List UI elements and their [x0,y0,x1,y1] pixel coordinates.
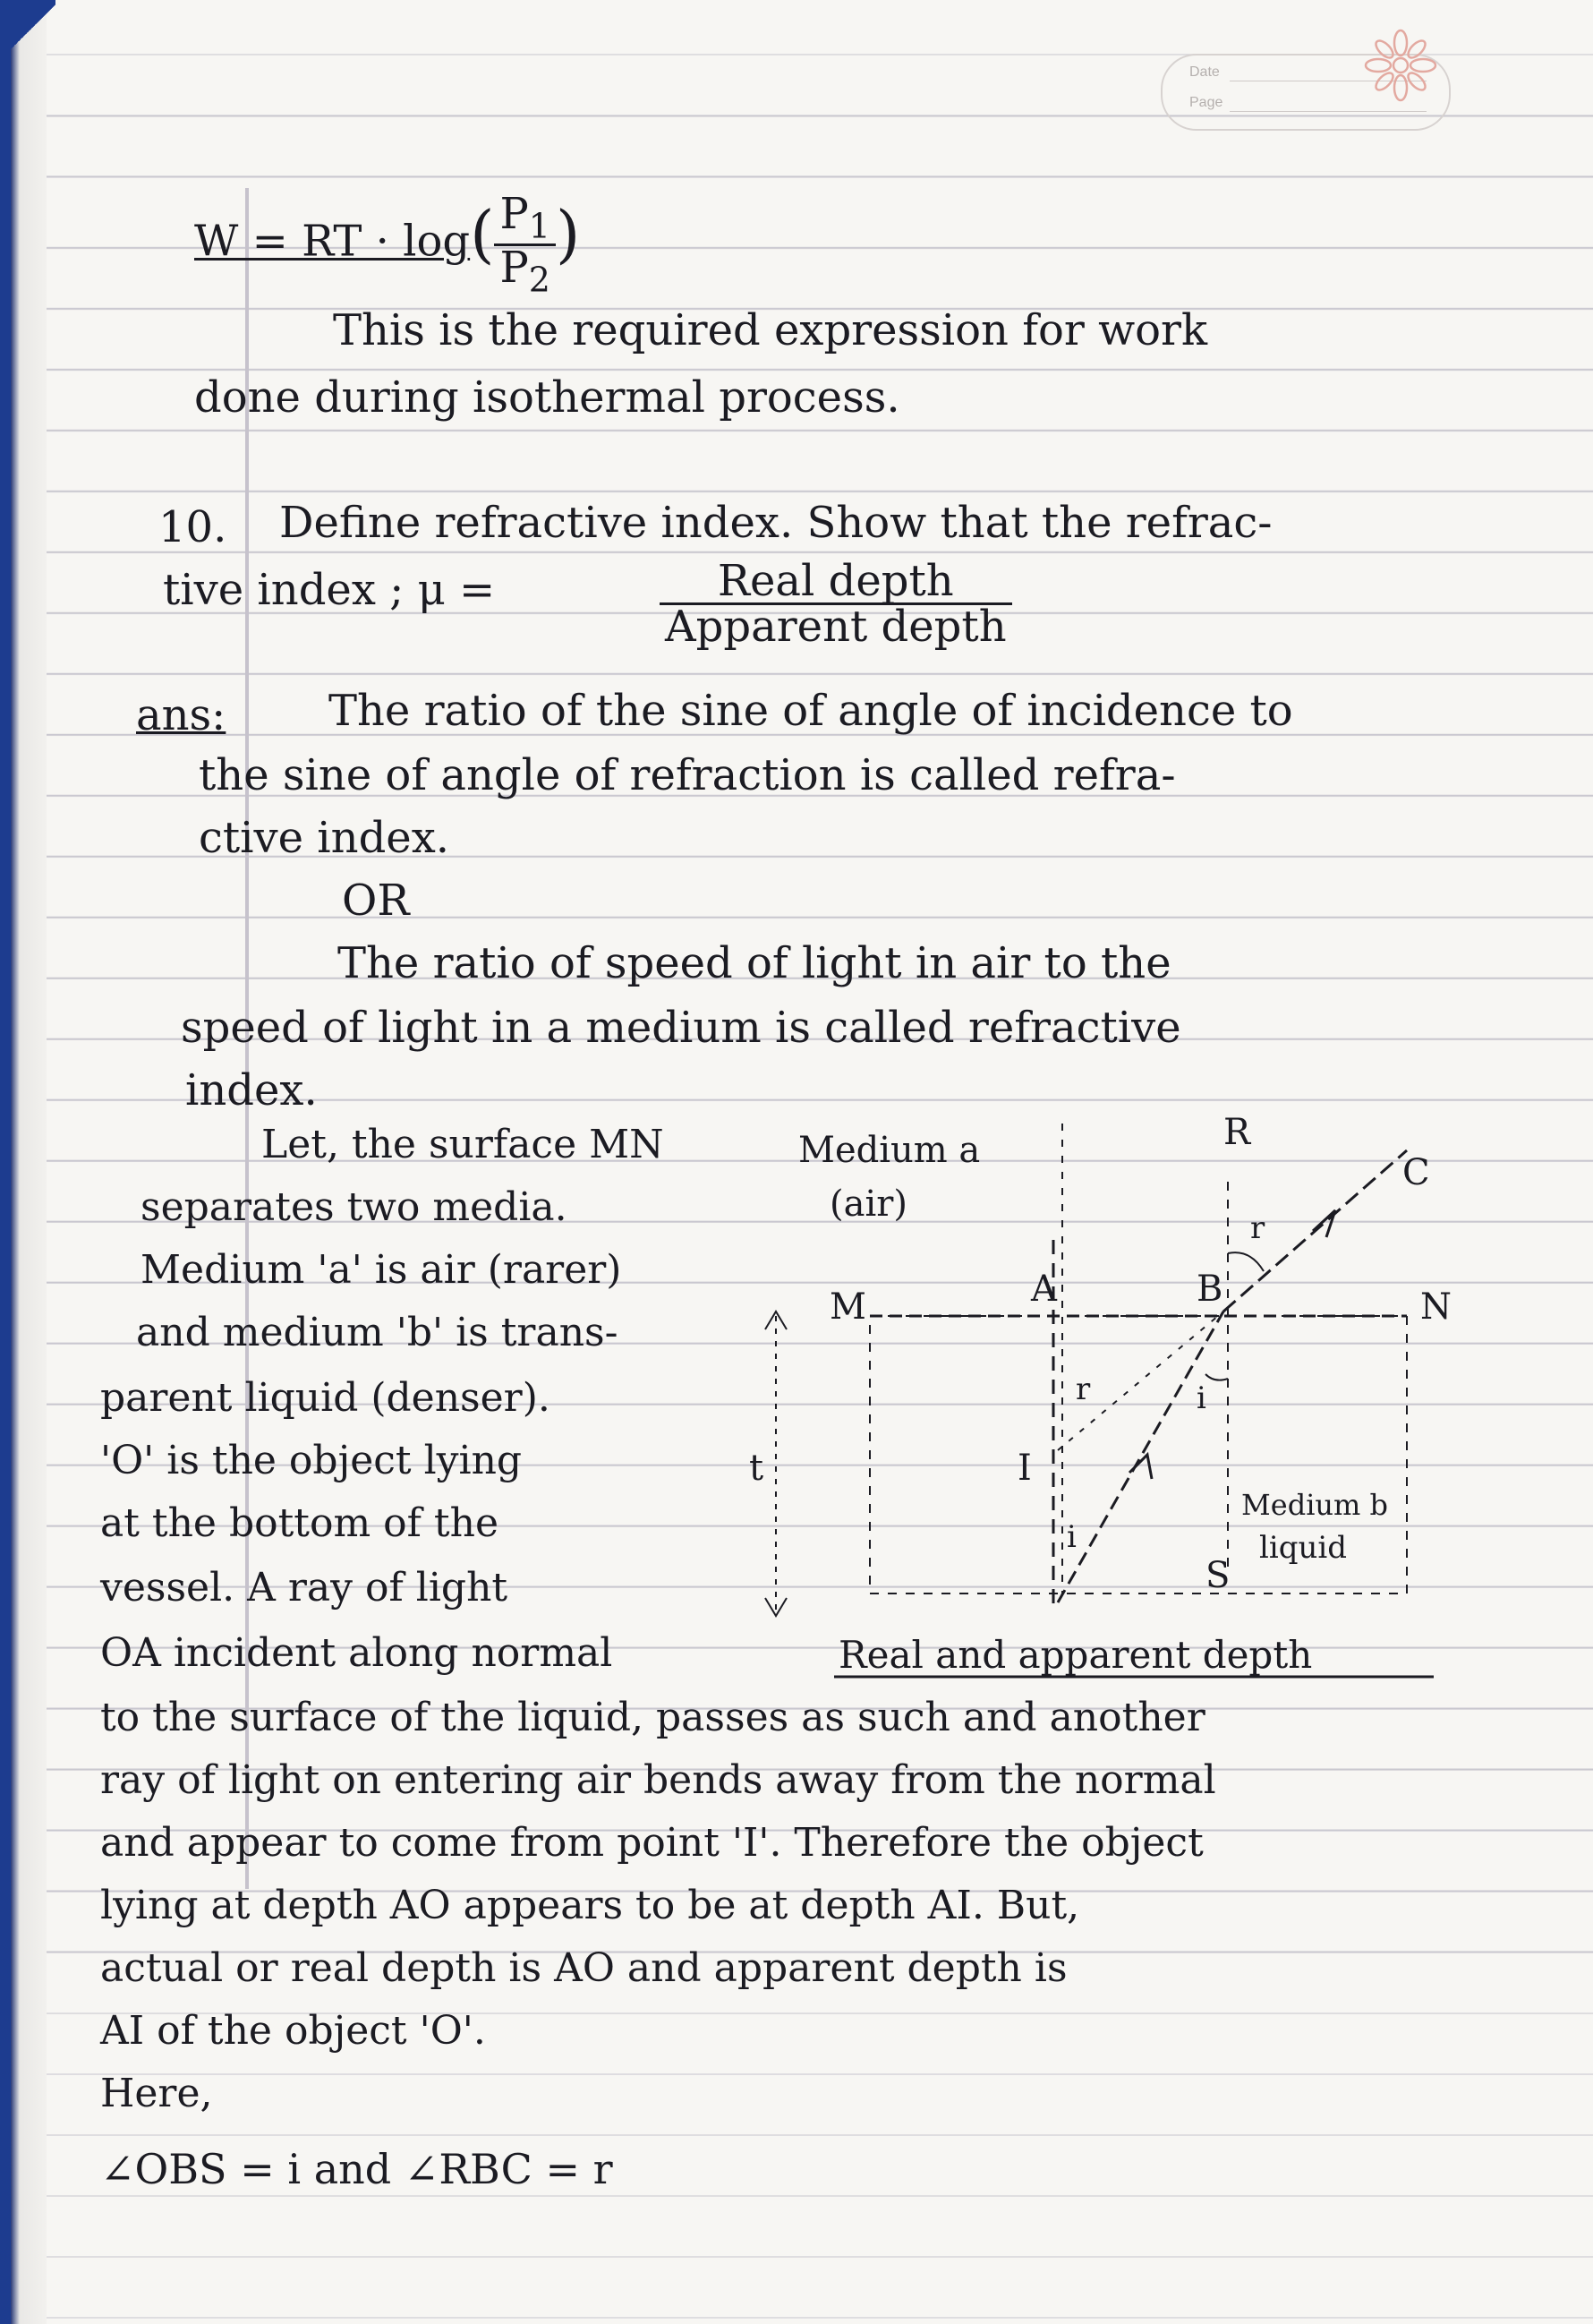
explanation-line-4: and medium 'b' is trans- [136,1310,618,1355]
label-t: t [749,1448,764,1489]
explanation-line-1: Let, the surface MN [261,1122,664,1167]
bottom-line-4: and appear to come from point 'I'. Therefore the object [100,1820,1204,1866]
question-mu: tive index ; μ = [163,565,496,615]
bottom-line-2: to the surface of the liquid, passes as such and another [100,1695,1205,1740]
label-i-mid: i [1197,1380,1206,1416]
bottom-line-5: lying at depth AO appears to be at depth AI. But, [100,1883,1080,1928]
answer-label: ans: [136,690,226,740]
label-N: N [1420,1286,1452,1328]
answer-def1-line1: The ratio of the sine of angle of incidence to [328,686,1293,736]
label-i-low: i [1067,1519,1077,1555]
answer-def1-line3: ctive index. [199,813,450,863]
bottom-line-3: ray of light on entering air bends away from the normal [100,1757,1216,1803]
medium-a-sub: (air) [830,1183,907,1225]
explanation-line-6: 'O' is the object lying [100,1438,523,1483]
label-M: M [830,1286,866,1328]
real-depth-label: Real depth [660,560,1012,605]
label-S: S [1205,1555,1231,1596]
work-fraction: $\frac{P_1}{P_2}$ [494,192,555,296]
label-B: B [1197,1269,1223,1310]
apparent-depth-label: Apparent depth [665,602,1007,652]
page-corner [11,0,55,54]
bottom-line-6: actual or real depth is AO and apparent depth is [100,1945,1068,1991]
label-R: R [1223,1112,1251,1153]
medium-b-sub: liquid [1259,1530,1348,1566]
explanation-line-7: at the bottom of the [100,1500,498,1546]
label-r-mid: r [1076,1371,1091,1407]
medium-a-label: Medium a [798,1130,981,1171]
page-line [1230,111,1427,112]
incident-ray [1058,1312,1223,1602]
answer-def2-line1: The ratio of speed of light in air to the [337,938,1171,988]
question-number: 10. [158,502,227,552]
diagram-caption: Real and apparent depth [839,1633,1313,1677]
bottom-line-8: Here, [100,2071,213,2116]
notebook-page [11,0,1593,2324]
page-binding [11,0,47,2324]
flower-logo-icon [1360,25,1441,106]
explanation-line-2: separates two media. [141,1184,567,1230]
work-conclusion-line2: done during isothermal process. [194,372,900,423]
answer-def2-line2: speed of light in a medium is called refractive [181,1003,1181,1053]
bottom-line-1: OA incident along normal [100,1630,613,1676]
label-C: C [1402,1152,1430,1193]
question-line2 [163,565,496,615]
explanation-line-3: Medium 'a' is air (rarer) [141,1247,622,1293]
bottom-line-9: ∠OBS = i and ∠RBC = r [100,2145,613,2193]
bottom-line-7: AI of the object 'O'. [100,2008,486,2054]
answer-def2-line3: index. [185,1065,318,1115]
work-equation: W = RT · log( $\frac{P_1}{P_2}$ ) [194,189,581,300]
explanation-line-5: parent liquid (denser). [100,1375,550,1421]
label-r-top: r [1250,1210,1265,1246]
date-label: Date [1189,64,1220,80]
answer-or: OR [342,876,410,926]
answer-def1-line2: the sine of angle of refraction is called refra- [199,750,1176,800]
label-A: A [1031,1269,1057,1310]
medium-b-label: Medium b [1241,1488,1389,1522]
work-conclusion-line1: This is the required expression for work [333,305,1208,355]
explanation-line-8: vessel. A ray of light [100,1565,508,1611]
page-label: Page [1189,95,1223,110]
question-fraction [660,556,1012,652]
work-lhs: W = RT · log [194,216,471,267]
label-I: I [1018,1448,1032,1489]
question-line1: Define refractive index. Show that the refrac- [279,498,1273,548]
